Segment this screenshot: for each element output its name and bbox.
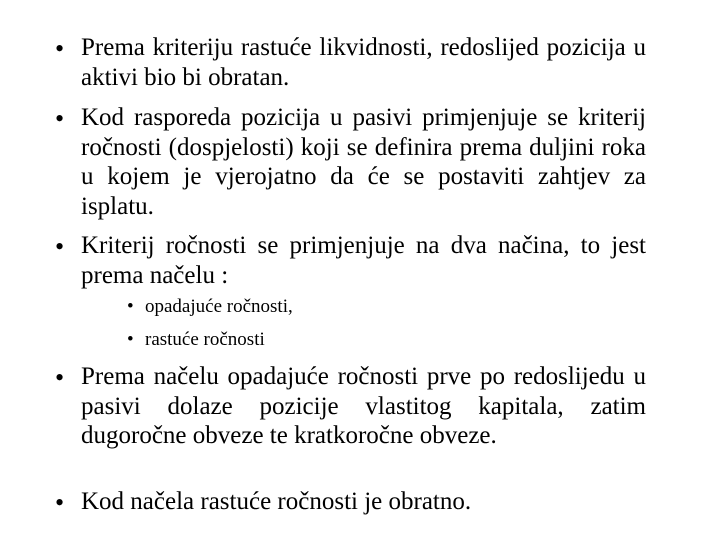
bullet-text-increasing-principle: Kod načela rastuće ročnosti je obratno. — [81, 488, 472, 515]
sub-bullet-icon: • — [127, 296, 134, 317]
bullet-icon: • — [55, 363, 65, 392]
bullet-icon: • — [55, 34, 65, 63]
bullet-icon: • — [55, 232, 65, 261]
bullet-text-decreasing-principle: Prema načelu opadajuće ročnosti prve po redoslijedu u pasivi dolaze pozicije vlastitog kapitala, zatim dugoročne obveze te kratkoročne obveze. — [81, 363, 646, 449]
sub-item-increasing-maturity: rastuće ročnosti — [145, 329, 265, 350]
bullet-text-maturity-criterion: Kod rasporeda pozicija u pasivi primjenjuje se kriterij ročnosti (dospjelosti) koji se definira prema duljini roka u kojem je vjerojatno da će se postaviti zahtjev za isplatu. — [81, 104, 646, 220]
bullet-text-two-ways: Kriterij ročnosti se primjenjuje na dva načina, to jest prema načelu : — [81, 232, 646, 289]
bullet-icon: • — [55, 104, 65, 133]
sub-bullet-icon: • — [127, 329, 134, 350]
bullet-icon: • — [55, 488, 65, 517]
sub-item-decreasing-maturity: opadajuće ročnosti, — [145, 296, 293, 317]
bullet-text-liquidity: Prema kriteriju rastuće likvidnosti, redoslijed pozicija u aktivi bio bi obratan. — [81, 34, 646, 91]
